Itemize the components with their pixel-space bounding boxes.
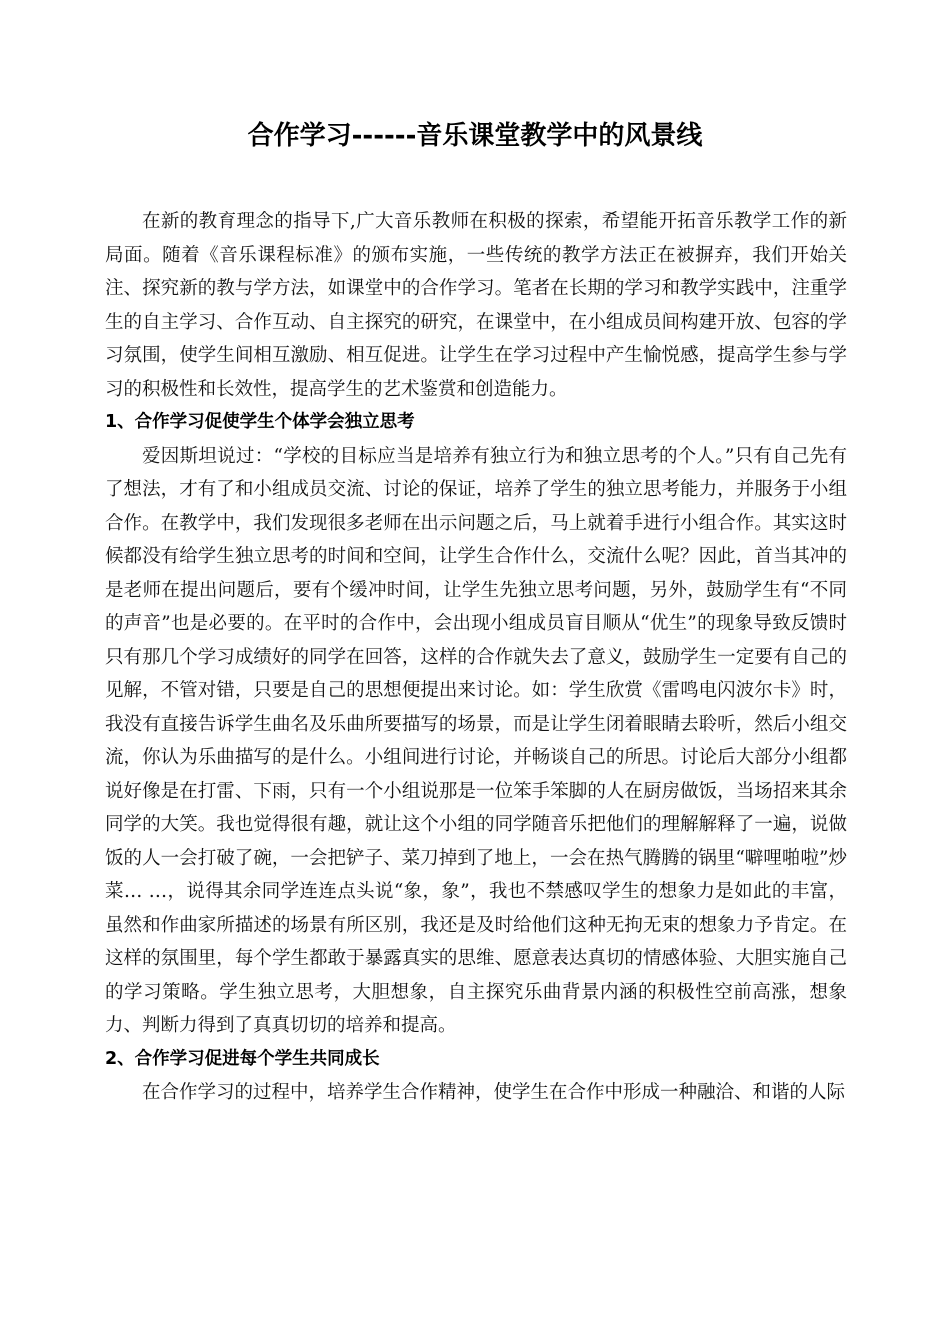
section-paragraph-2: 在合作学习的过程中，培养学生合作精神，使学生在合作中形成一种融洽、和谐的人际 [142,1082,846,1103]
document-title: 合作学习------音乐课堂教学中的风景线 [247,121,703,151]
section-paragraph-1: 爱因斯坦说过：“学校的目标应当是培养有独立行为和独立思考的个人。”只有自己先有了想法，才有了和小组成员交流、讨论的保证，培养了学生的独立思考能力，并服务于小组合作。在教学中，我们发现很多老师在出示问题之后，马上就着手进行小组合作。其实这时候都没有给学生独立思考的时间和空间，让学生合作什么，交流什么呢？因此，首当其冲的是老师在提出问题后，要有个缓冲时间，让学生先独立思考问题，另外，鼓励学生有“不同的声音”也是必要的。在平时的合作中，会出现小组成员盲目顺从“优生”的现象导致反馈时只有那几个学习成绩好的同学在回答，这样的合作就失去了意义，鼓励学生一定要有自己的见解，不管对错，只要是自己的思想便提出来讨论。如：学生欣赏《雷鸣电闪波尔卡》时，我没有直接告诉学生曲名及乐曲所要描写的场景，而是让学生闭着眼睛去聆听，然后小组交流，你认为乐曲描写的是什么。小组间进行讨论，并畅谈自己的所思。讨论后大部分小组都说好像是在打雷、下雨，只有一个小组说那是一位笨手笨脚的人在厨房做饭，当场招来其余同学的大笑。我也觉得很有趣，就让这个小组的同学随音乐把他们的理解解释了一遍，说做饭的人一会打破了碗，一会把铲子、菜刀掉到了地上，一会在热气腾腾的锅里“噼哩啪啦”炒菜… …，说得其余同学连连点头说“象，象”，我也不禁感叹学生的想象力是如此的丰富，虽然和作曲家所描述的场景有所区别，我还是及时给他们这种无拘无束的想象力予肯定。在这样的氛围里，每个学生都敢于暴露真实的思维、愿意表达真切的情感体验、大胆实施自己的学习策略。学生独立思考，大胆想象，自主探究乐曲背景内涵的积极性空前高涨，想象力、判断力得到了真真切切的培养和提高。 [105,445,847,1036]
document-body [105,205,847,1110]
section-heading-2: 2、合作学习促进每个学生共同成长 [105,1048,380,1069]
section-heading-1: 1、合作学习促使学生个体学会独立思考 [105,412,415,432]
intro-paragraph: 在新的教育理念的指导下,广大音乐教师在积极的探索，希望能开拓音乐教学工作的新局面。随着《音乐课程标准》的颁布实施，一些传统的教学方法正在被摒弃，我们开始关注、探究新的教与学方法，如课堂中的合作学习。笔者在长期的学习和教学实践中，注重学生的自主学习、合作互动、自主探究的研究，在课堂中，在小组成员间构建开放、包容的学习氛围，使学生间相互激励、相互促进。让学生在学习过程中产生愉悦感，提高学生参与学习的积极性和长效性，提高学生的艺术鉴赏和创造能力。 [105,211,847,400]
